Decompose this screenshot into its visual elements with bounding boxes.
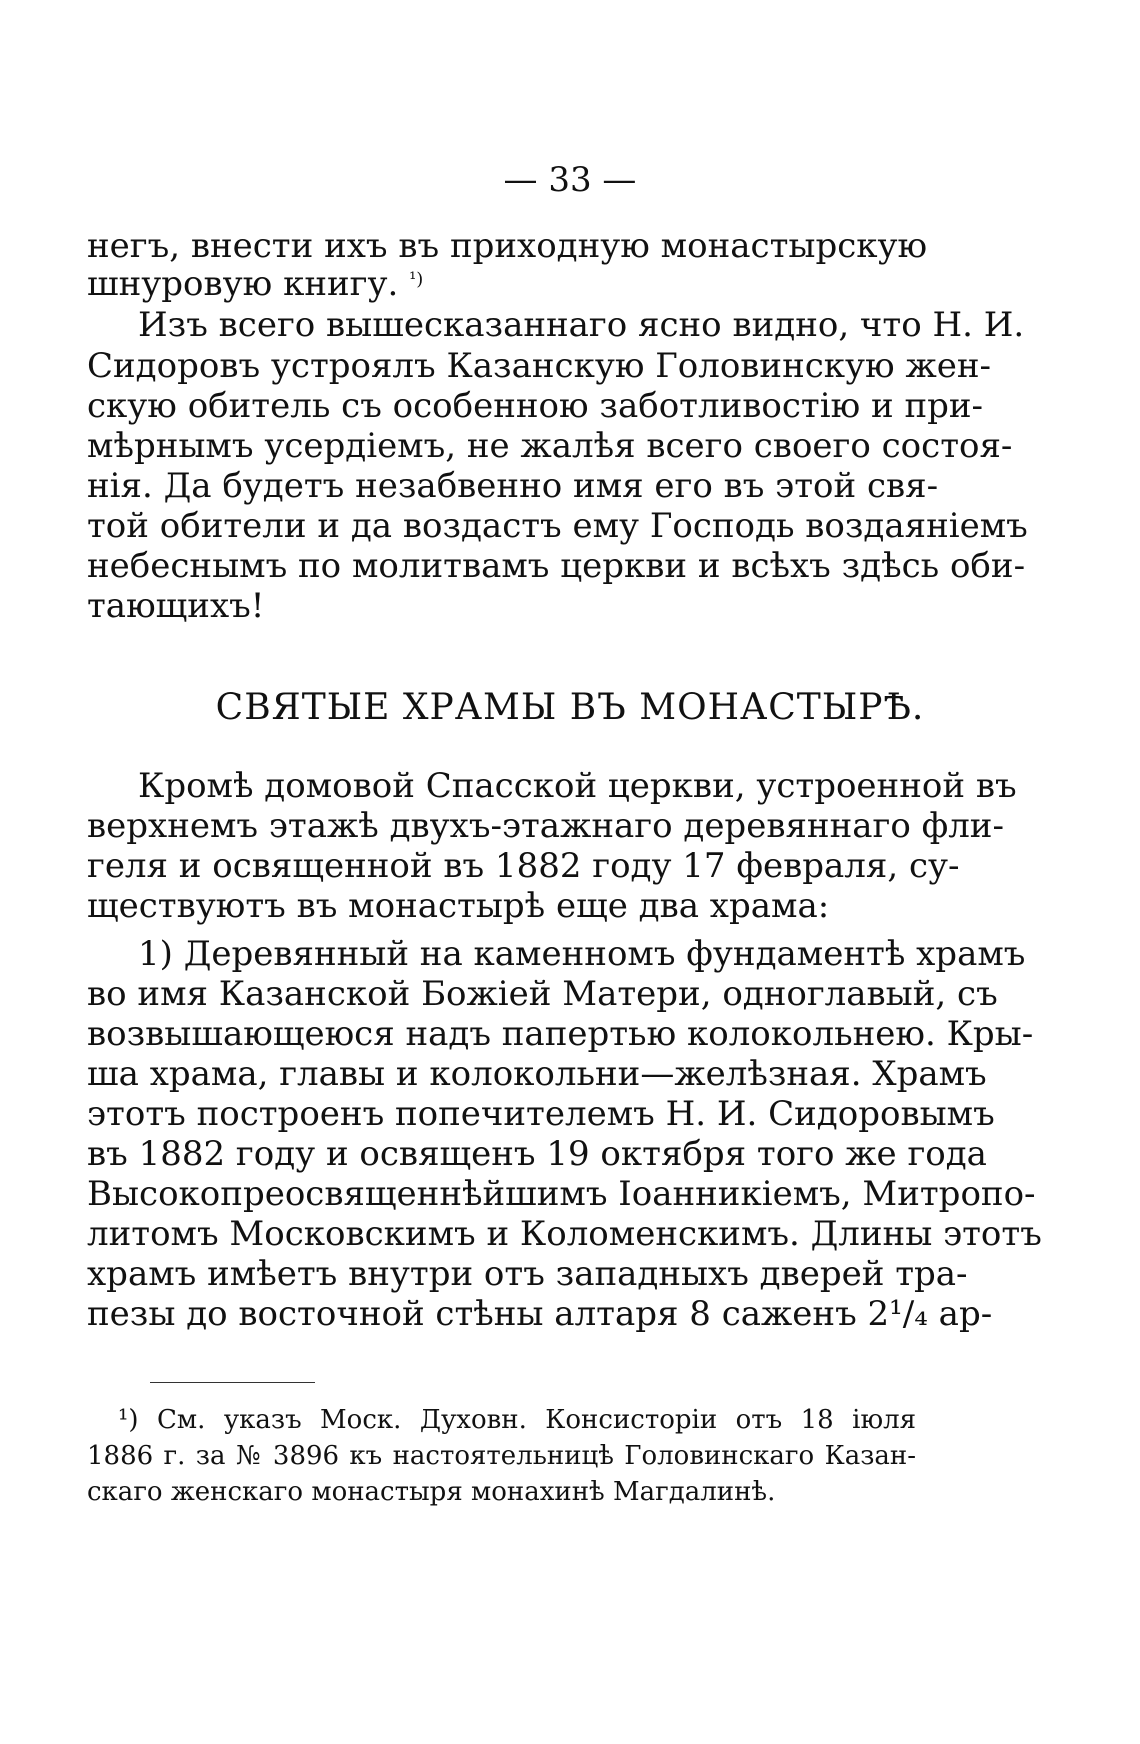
paragraph-line: ша храма, главы и колокольни—желѣзная. Храмъ [87,1054,987,1094]
text-line-content: шнуровую книгу. [87,264,399,304]
paragraph-line: той обители и да воздастъ ему Господь воздаяніемъ [87,506,1028,546]
footnote-line [118,1404,916,1436]
text-line: негъ, внести ихъ въ приходную монастырскую [87,226,928,266]
paragraph-line: нія. Да будетъ незабвенно имя его въ этой свя- [87,466,939,506]
paragraph-line: Изъ всего вышесказаннаго ясно видно, что Н. И. [138,305,1025,345]
paragraph-line: въ 1882 году и освященъ 19 октября того же года [87,1134,987,1174]
paragraph-line: Сидоровъ устроялъ Казанскую Головинскую жен- [87,346,992,386]
footnote-divider [150,1382,315,1383]
paragraph-line: тающихъ! [87,586,265,626]
page-number: — 33 — [503,160,637,200]
paragraph-line: этотъ построенъ попечителемъ Н. И. Сидоровымъ [87,1094,995,1134]
footnote-line: скаго женскаго монастыря монахинѣ Магдалинѣ. [87,1477,776,1507]
text-line [87,264,916,304]
paragraph-line: во имя Казанской Божіей Матери, одноглавый, съ [87,974,998,1014]
section-heading: СВЯТЫЕ ХРАМЫ ВЪ МОНАСТЫРѢ. [215,687,925,728]
paragraph-line: 1) Деревянный на каменномъ фундаментѣ храмъ [138,934,1026,974]
paragraph-line: литомъ Московскимъ и Коломенскимъ. Длины этотъ [87,1214,1042,1254]
paragraph-line: ществуютъ въ монастырѣ еще два храма: [87,886,830,926]
paragraph-line: небеснымъ по молитвамъ церкви и всѣхъ здѣсь оби- [87,546,1026,586]
paragraph-line: мѣрнымъ усердіемъ, не жалѣя всего своего состоя- [87,426,1013,466]
footnote-reference: ¹) [409,269,424,290]
paragraph-line: геля и освященной въ 1882 году 17 февраля, су- [87,846,960,886]
footnote-text: См. указъ Моск. Духовн. Консисторіи отъ 18 іюля [157,1405,917,1435]
footnote-line: 1886 г. за № 3896 къ настоятельницѣ Головинскаго Казан- [87,1441,916,1471]
paragraph-line: скую обитель съ особенною заботливостію и при- [87,386,984,426]
paragraph-line: храмъ имѣетъ внутри отъ западныхъ дверей тра- [87,1254,968,1294]
footnote-mark: ¹) [118,1405,139,1435]
paragraph-line: Высокопреосвященнѣйшимъ Іоанникіемъ, Митропо- [87,1174,1036,1214]
paragraph-line: возвышающеюся надъ папертью колокольнею. Кры- [87,1014,1034,1054]
paragraph-line: пезы до восточной стѣны алтаря 8 саженъ 2¹/₄ ар- [87,1294,993,1334]
paragraph-line: Кромѣ домовой Спасской церкви, устроенной въ [138,766,1017,806]
paragraph-line: верхнемъ этажѣ двухъ-этажнаго деревяннаго фли- [87,806,1004,846]
